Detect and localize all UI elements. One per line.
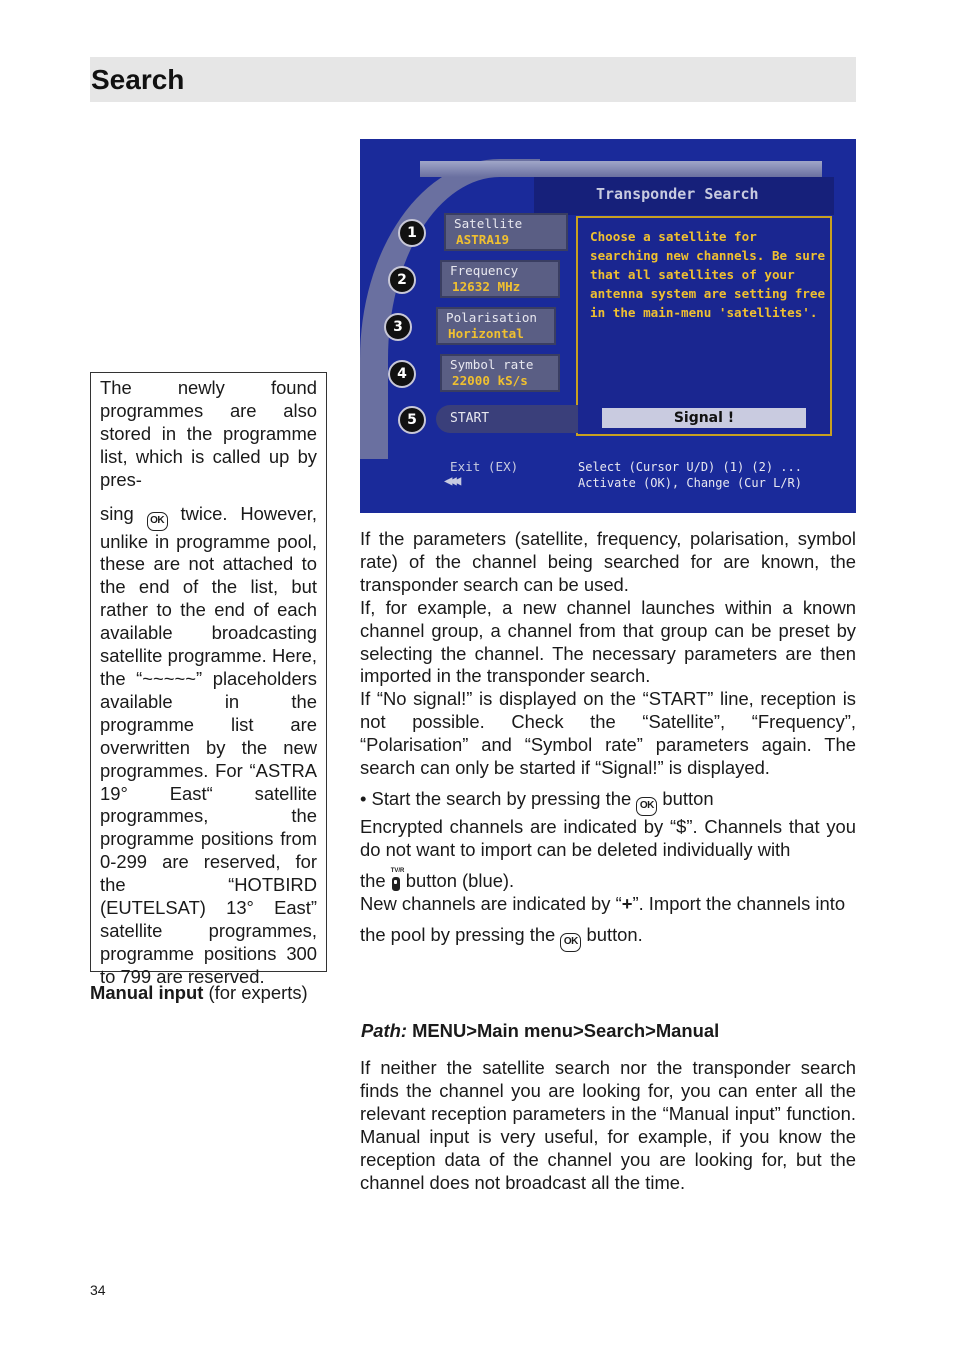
paragraph-start-search bbox=[360, 788, 856, 816]
satellite-value: ASTRA19 bbox=[456, 232, 510, 247]
remote-icon bbox=[392, 877, 400, 891]
path-value: MENU>Main menu>Search>Manual bbox=[406, 1020, 720, 1041]
row-number-4: 4 bbox=[388, 360, 416, 388]
satellite-field[interactable] bbox=[444, 213, 568, 251]
symbol-rate-value: 22000 kS/s bbox=[452, 373, 528, 388]
polarisation-label: Polarisation bbox=[446, 310, 537, 325]
text: the bbox=[360, 869, 391, 891]
frequency-label: Frequency bbox=[450, 263, 519, 278]
menu-frame-band bbox=[420, 161, 822, 177]
text: • Start the search by pressing the bbox=[360, 787, 637, 809]
symbol-rate-label: Symbol rate bbox=[450, 357, 534, 372]
start-button[interactable]: START bbox=[436, 405, 578, 433]
section-title-bar bbox=[90, 57, 856, 102]
menu-path bbox=[361, 1020, 719, 1042]
row-number-2: 2 bbox=[388, 266, 416, 294]
sidebox-text: twice. However, unlike in programme pool, these are not attached to the end of the list, but rather to the end of each available broadcasting satellite programme. Here, the “~~~~~” placeholders available in the programme list are overwritten by the new programmes. For “ASTRA 19° East“ satellite programmes, the programme positions from 0-299 are reserved, for the “HOTBIRD (EUTELSAT) 13° East” satellite programmes, programme positions 300 to 799 are reserved. bbox=[100, 502, 317, 987]
exit-hint[interactable]: Exit (EX) bbox=[450, 459, 519, 474]
tv-icon-label: TV/R bbox=[390, 867, 405, 874]
main-text-block bbox=[360, 528, 856, 952]
text: the pool by pressing the bbox=[360, 923, 561, 945]
transponder-search-screenshot bbox=[360, 139, 856, 513]
text: New channels are indicated by “ bbox=[360, 892, 622, 914]
tv-radio-button-icon bbox=[390, 867, 405, 891]
sidebox-text: sing bbox=[100, 502, 147, 524]
paragraph-no-signal: If “No signal!” is displayed on the “START” line, reception is not possible. Check the “Satellite”, “Frequency”, “Polarisation” and “Symbol rate” parameters again. The search can only be started if “Signal!” is displayed. bbox=[360, 688, 856, 779]
page-title: Search bbox=[91, 64, 185, 95]
row-number-1: 1 bbox=[398, 219, 426, 247]
ok-button-icon: OK bbox=[636, 797, 657, 816]
ok-button-icon: OK bbox=[560, 933, 581, 952]
paragraph-manual: If neither the satellite search nor the transponder search finds the channel you are looking for, you can enter all the relevant reception parameters in the “Manual input” function. Manual input is very useful, for example, if you know the reception data of the channel you are looking for, but the channel does not broadcast all the time. bbox=[360, 1057, 856, 1193]
polarisation-field[interactable] bbox=[436, 307, 556, 345]
key-hint-activate: Activate (OK), Change (Cur L/R) bbox=[578, 476, 802, 490]
sidebox-paragraph-2 bbox=[100, 503, 317, 989]
info-sidebox bbox=[90, 372, 327, 987]
plus-symbol: + bbox=[621, 892, 633, 914]
manual-input-heading bbox=[90, 982, 308, 1004]
key-hint-select: Select (Cursor U/D) (1) (2) ... bbox=[578, 460, 802, 474]
paragraph-transponder: If the parameters (satellite, frequency, polarisation, symbol rate) of the channel being searched for are known, the transponder search can be used. bbox=[360, 528, 856, 595]
sidebox-paragraph-1: The newly found programmes are also stored in the programme list, which is called up by pres- bbox=[100, 377, 317, 490]
text: button (blue). bbox=[400, 869, 515, 891]
manual-input-bold: Manual input bbox=[90, 982, 204, 1003]
manual-input-rest: (for experts) bbox=[203, 982, 308, 1003]
key-hints bbox=[578, 459, 802, 491]
info-panel-text: Choose a satellite for searching new channels. Be sure that all satellites of your antenna system are setting free in the main-menu 'satellites'. bbox=[590, 229, 826, 320]
symbol-rate-field[interactable] bbox=[440, 354, 560, 392]
ok-button-icon: OK bbox=[147, 512, 168, 531]
menu-title: Transponder Search bbox=[596, 185, 759, 203]
paragraph-tv-button bbox=[360, 869, 856, 893]
back-arrows-icon: ◀◀◀ bbox=[444, 473, 458, 489]
page-number: 34 bbox=[90, 1282, 106, 1298]
paragraph-new-channels bbox=[360, 893, 856, 916]
signal-indicator: Signal ! bbox=[602, 408, 806, 428]
paragraph-example: If, for example, a new channel launches within a known channel group, a channel from that group can be preset by selecting the channel. The necessary parameters are then imported in the transponder search. bbox=[360, 596, 856, 687]
polarisation-value: Horizontal bbox=[448, 326, 524, 341]
text: button. bbox=[581, 923, 643, 945]
frequency-field[interactable] bbox=[440, 260, 560, 298]
text: ”. Import the channels into bbox=[632, 892, 846, 914]
paragraph-encrypted: Encrypted channels are indicated by “$”. Channels that you do not want to import can be deleted individually with bbox=[360, 815, 856, 860]
manual-text-block bbox=[360, 1057, 856, 1194]
row-number-3: 3 bbox=[384, 313, 412, 341]
paragraph-import bbox=[360, 924, 856, 952]
satellite-label: Satellite bbox=[454, 216, 523, 231]
text: button bbox=[657, 787, 714, 809]
path-label: Path: bbox=[361, 1020, 407, 1041]
frequency-value: 12632 MHz bbox=[452, 279, 521, 294]
row-number-5: 5 bbox=[398, 406, 426, 434]
